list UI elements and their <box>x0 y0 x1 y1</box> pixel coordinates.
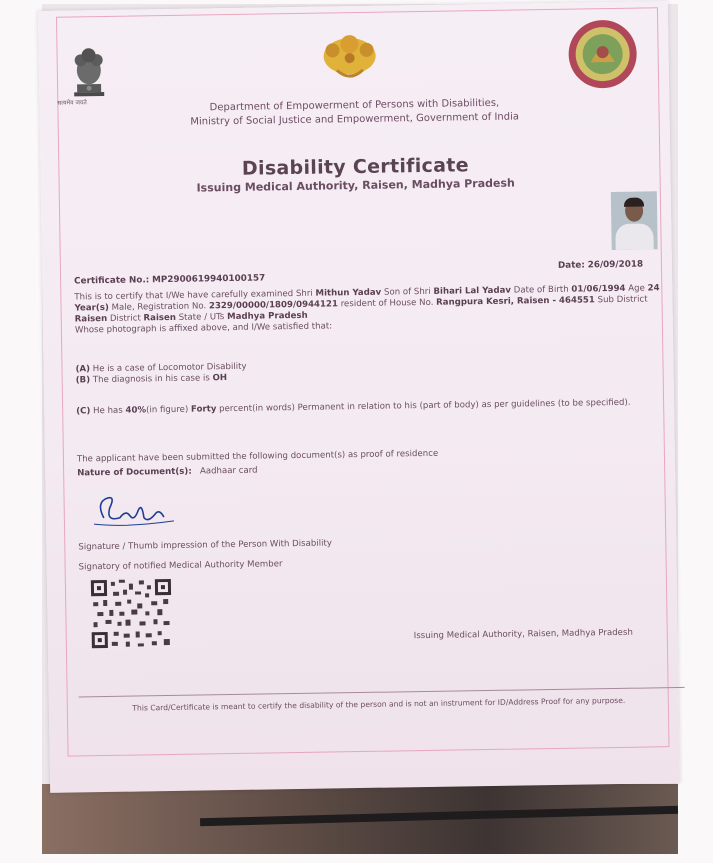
father-name: Bihari Lal Yadav <box>433 285 512 297</box>
department-line-1: Department of Empowerment of Persons with Disabilities, <box>209 97 500 114</box>
documents-line: Nature of Document(s): Aadhaar card <box>77 465 258 479</box>
department-line-2: Ministry of Social Justice and Empowerment, Government of India <box>190 111 520 128</box>
signature-caption: Signature / Thumb impression of the Person With Disability <box>78 538 333 553</box>
applicant-name: Mithun Yadav <box>315 287 382 299</box>
applicant-signature <box>85 487 181 536</box>
item-c: (C) He has 40%(in figure) Forty percent(in words) Permanent in relation to his (part of body) as per guidelines (to be specified). <box>76 397 631 417</box>
documents-intro: The applicant have been submitted the following document(s) as proof of residence <box>76 448 439 465</box>
state-logo-icon <box>318 30 381 87</box>
applicant-photo <box>611 191 658 250</box>
certification-paragraph: This is to certify that I/We have carefully examined Shri Mithun Yadav Son of Shri Bihari Lal Yadav Date of Birth 01/06/1994 Age 24 Year(s) Male, Registration No. 2329/00000/1809/0944121 resident of House No. Rangpura Kesri, Raisen - 464551 Sub District Raisen District Raisen State / UTs Madhya Pradesh Whose photograph is affixed above, and I/We satisfied that: <box>74 283 660 336</box>
registration-number: 2329/00000/1809/0944121 <box>208 299 339 312</box>
footer-disclaimer: This Card/Certificate is meant to certify the disability of the person and is not an instrument for ID/Address Proof for any purpose. <box>132 695 626 713</box>
signatory-label: Signatory of notified Medical Authority Member <box>78 559 283 573</box>
certificate-document <box>38 1 680 793</box>
certificate-subtitle: Issuing Medical Authority, Raisen, Madhya Pradesh <box>196 176 515 195</box>
issuing-authority: Issuing Medical Authority, Raisen, Madhya Pradesh <box>413 627 633 642</box>
emblem-caption: सत्यमेव जयते <box>57 99 87 107</box>
certificate-title: Disability Certificate <box>241 154 469 180</box>
certificate-number: Certificate No.: MP2900619940100157 <box>74 273 266 287</box>
qr-code-icon <box>89 577 174 650</box>
item-b: (B) The diagnosis in his case is OH <box>75 373 228 386</box>
national-emblem-icon <box>68 40 109 103</box>
house-address: Rangpura Kesri, Raisen - 464551 <box>436 295 595 308</box>
date-of-birth: 01/06/1994 <box>571 283 626 295</box>
item-a: (A) He is a case of Locomotor Disability <box>75 361 247 375</box>
age: 24 Year(s) <box>74 283 660 314</box>
certificate-date: Date: 26/09/2018 <box>557 259 644 271</box>
madhya-pradesh-seal-icon <box>566 18 639 91</box>
